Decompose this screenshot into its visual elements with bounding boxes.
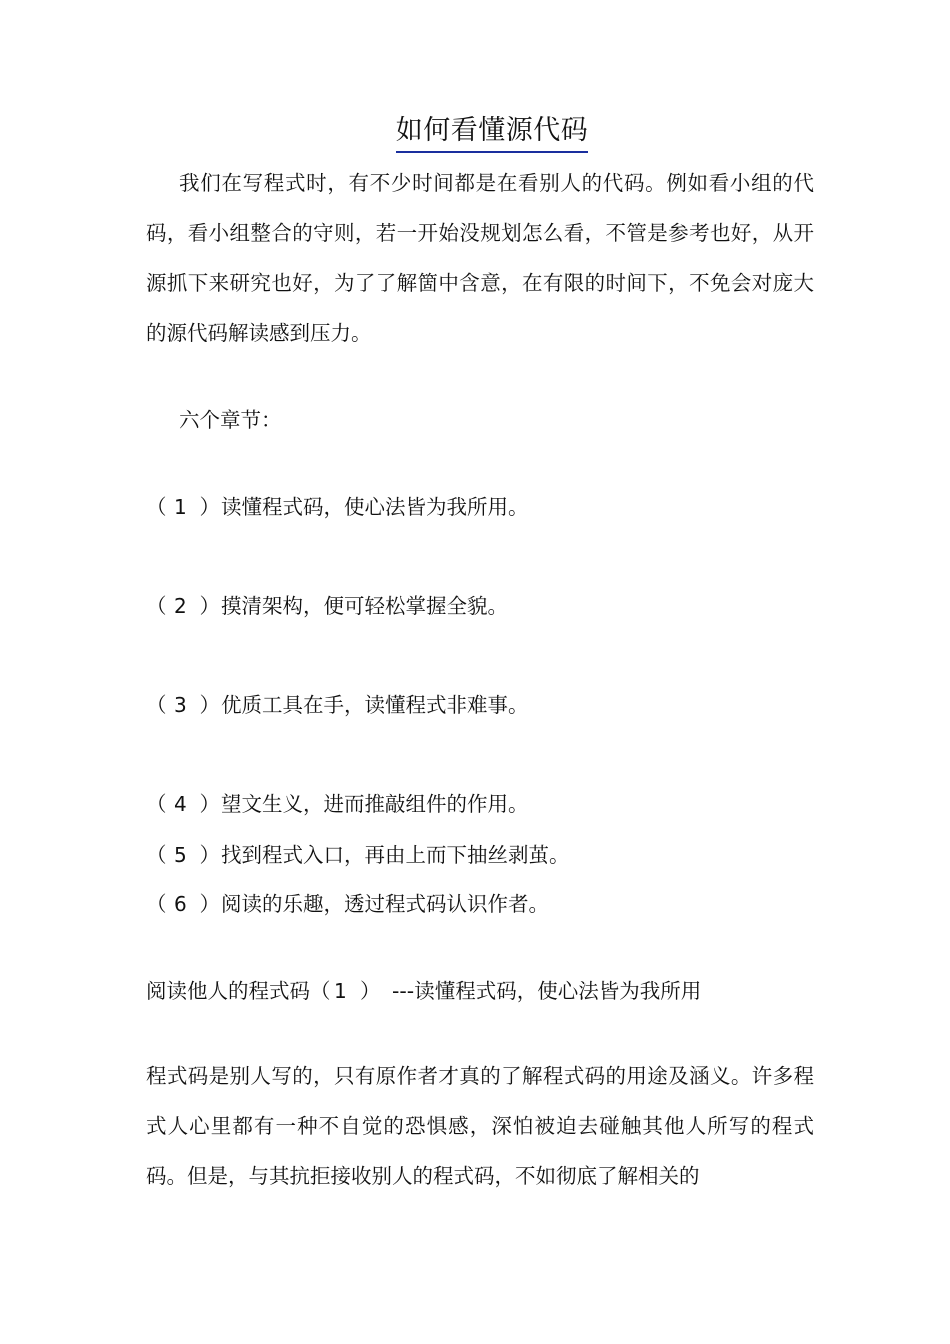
chapter-text: 摸清架构，便可轻松掌握全貌。 [221,594,508,618]
section-subtitle: 读懂程式码，使心法皆为我所用 [414,979,702,1003]
document-title [0,112,950,153]
chapter-number: 3 [174,693,187,717]
paren-close: ） [199,892,220,916]
section-number: 1 [334,979,347,1003]
chapter-item-3 [146,690,529,720]
chapter-text: 优质工具在手，读懂程式非难事。 [221,693,529,717]
chapter-item-1 [146,492,529,522]
paren-close: ） [199,693,220,717]
paren-open: （ [146,792,167,816]
paren-close: ） [199,594,220,618]
paren-close: ） [360,979,381,1003]
chapter-text: 望文生义，进而推敲组件的作用。 [221,792,529,816]
document-title-text: 如何看懂源代码 [396,112,589,153]
paren-close: ） [199,792,220,816]
paren-close: ） [199,843,220,867]
chapter-number: 5 [174,843,187,867]
chapter-number: 2 [174,594,187,618]
chapter-text: 阅读的乐趣，透过程式码认识作者。 [221,892,549,916]
paren-open: （ [146,843,167,867]
body-paragraph: 程式码是别人写的，只有原作者才真的了解程式码的用途及涵义。许多程式人心里都有一种不自觉的恐惧感，深怕被迫去碰触其他人所写的程式码。但是，与其抗拒接收别人的程式码，不如彻底了解相关的 [146,1064,814,1188]
paren-open: （ [146,892,167,916]
chapter-number: 4 [174,792,187,816]
section-heading [146,976,701,1006]
chapter-text: 读懂程式码，使心法皆为我所用。 [221,495,529,519]
section-prefix: 阅读他人的程式码 [146,979,310,1003]
paren-open: （ [146,495,167,519]
paren-open: （ [146,693,167,717]
paren-open: （ [310,979,331,1003]
chapter-number: 6 [174,892,187,916]
chapter-item-4 [146,789,529,819]
chapter-number: 1 [174,495,187,519]
chapter-item-2 [146,591,508,621]
paren-close: ） [199,495,220,519]
chapter-text: 找到程式入口，再由上而下抽丝剥茧。 [221,843,570,867]
intro-paragraph: 我们在写程式时，有不少时间都是在看别人的代码。例如看小组的代码，看小组整合的守则，若一开始没规划怎么看，不管是参考也好，从开源抓下来研究也好，为了了解箇中含意，在有限的时间下，不免会对庞大的源代码解读感到压力。 [146,171,814,345]
chapter-item-6 [146,889,549,919]
chapters-label: 六个章节： [179,408,282,432]
paren-open: （ [146,594,167,618]
section-dash: --- [392,979,415,1003]
chapter-item-5 [146,840,570,870]
